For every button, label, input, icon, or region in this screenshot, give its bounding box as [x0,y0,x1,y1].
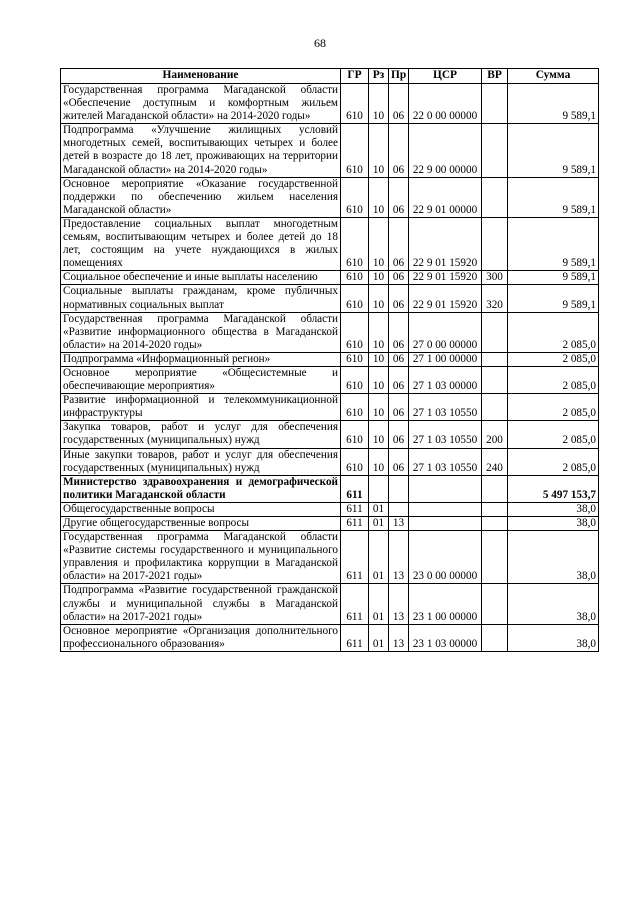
table-row [61,502,599,516]
row-csr-cell: 27 1 03 10550 [409,448,482,475]
table-row [61,517,599,531]
row-rz-cell: 10 [369,352,389,366]
table-row [61,448,599,475]
row-sum-cell: 2 085,0 [508,366,599,393]
row-pr-cell: 13 [389,624,409,651]
row-vr-cell [482,517,508,531]
row-sum-cell: 2 085,0 [508,448,599,475]
row-sum-cell: 9 589,1 [508,217,599,270]
budget-table [60,68,599,652]
row-sum-cell: 9 589,1 [508,285,599,312]
row-pr-cell: 06 [389,352,409,366]
header-name: Наименование [61,69,341,84]
row-vr-cell [482,475,508,502]
row-vr-cell: 320 [482,285,508,312]
row-pr-cell: 06 [389,217,409,270]
row-csr-cell: 23 0 00 00000 [409,531,482,584]
row-name-cell: Социальное обеспечение и иные выплаты населению [61,271,341,285]
row-csr-cell: 22 0 00 00000 [409,84,482,124]
table-row [61,421,599,448]
row-csr-cell: 23 1 00 00000 [409,584,482,624]
row-gr-cell: 610 [341,352,369,366]
row-pr-cell: 13 [389,531,409,584]
row-rz-cell: 10 [369,394,389,421]
row-gr-cell: 611 [341,502,369,516]
row-rz-cell: 10 [369,177,389,217]
row-rz-cell: 01 [369,517,389,531]
table-body [61,84,599,652]
header-sum: Сумма [508,69,599,84]
table-row [61,352,599,366]
row-gr-cell: 610 [341,84,369,124]
row-csr-cell: 27 1 03 10550 [409,421,482,448]
row-name-cell: Министерство здравоохранения и демографической политики Магаданской области [61,475,341,502]
row-csr-cell: 22 9 01 15920 [409,217,482,270]
row-pr-cell: 06 [389,394,409,421]
row-rz-cell: 10 [369,285,389,312]
header-csr: ЦСР [409,69,482,84]
row-gr-cell: 610 [341,217,369,270]
row-rz-cell: 10 [369,448,389,475]
row-csr-cell: 27 1 03 00000 [409,366,482,393]
row-csr-cell: 22 9 00 00000 [409,124,482,177]
row-sum-cell: 5 497 153,7 [508,475,599,502]
row-gr-cell: 610 [341,124,369,177]
row-pr-cell: 06 [389,312,409,352]
row-vr-cell [482,352,508,366]
row-sum-cell: 9 589,1 [508,271,599,285]
row-name-cell: Основное мероприятие «Общесистемные и обеспечивающие мероприятия» [61,366,341,393]
row-rz-cell: 01 [369,624,389,651]
row-name-cell: Закупка товаров, работ и услуг для обеспечения государственных (муниципальных) нужд [61,421,341,448]
row-rz-cell: 01 [369,502,389,516]
row-gr-cell: 610 [341,271,369,285]
row-pr-cell: 06 [389,124,409,177]
row-vr-cell: 200 [482,421,508,448]
row-csr-cell: 27 1 00 00000 [409,352,482,366]
row-vr-cell [482,217,508,270]
row-rz-cell: 10 [369,84,389,124]
row-csr-cell: 27 1 03 10550 [409,394,482,421]
row-rz-cell: 10 [369,312,389,352]
row-rz-cell: 10 [369,217,389,270]
row-vr-cell [482,177,508,217]
row-rz-cell: 10 [369,421,389,448]
row-vr-cell [482,584,508,624]
row-name-cell: Социальные выплаты гражданам, кроме публичных нормативных социальных выплат [61,285,341,312]
row-vr-cell: 300 [482,271,508,285]
row-sum-cell: 38,0 [508,584,599,624]
table-row [61,177,599,217]
row-pr-cell: 06 [389,84,409,124]
row-pr-cell: 06 [389,421,409,448]
row-rz-cell [369,475,389,502]
row-name-cell: Подпрограмма «Информационный регион» [61,352,341,366]
row-name-cell: Государственная программа Магаданской области «Развитие информационного общества в Магаданской области» на 2014-2020 годы» [61,312,341,352]
row-name-cell: Основное мероприятие «Оказание государственной поддержки по обеспечению жильем населения Магаданской области» [61,177,341,217]
row-vr-cell: 240 [482,448,508,475]
table-row [61,624,599,651]
row-pr-cell [389,475,409,502]
row-gr-cell: 610 [341,177,369,217]
row-pr-cell: 06 [389,366,409,393]
row-sum-cell: 38,0 [508,624,599,651]
row-rz-cell: 01 [369,531,389,584]
row-rz-cell: 10 [369,124,389,177]
row-vr-cell [482,394,508,421]
row-vr-cell [482,624,508,651]
row-pr-cell: 06 [389,448,409,475]
table-row [61,366,599,393]
row-rz-cell: 10 [369,366,389,393]
row-csr-cell: 23 1 03 00000 [409,624,482,651]
row-gr-cell: 610 [341,421,369,448]
table-row [61,394,599,421]
row-name-cell: Развитие информационной и телекоммуникационной инфраструктуры [61,394,341,421]
row-csr-cell: 22 9 01 15920 [409,271,482,285]
row-gr-cell: 610 [341,448,369,475]
row-pr-cell: 13 [389,584,409,624]
row-name-cell: Общегосударственные вопросы [61,502,341,516]
row-vr-cell [482,531,508,584]
header-gr: ГР [341,69,369,84]
row-pr-cell [389,502,409,516]
header-vr: ВР [482,69,508,84]
row-csr-cell [409,502,482,516]
row-sum-cell: 38,0 [508,502,599,516]
row-vr-cell [482,502,508,516]
row-sum-cell: 38,0 [508,517,599,531]
table-row [61,84,599,124]
row-vr-cell [482,312,508,352]
row-csr-cell [409,475,482,502]
table-row [61,531,599,584]
row-name-cell: Иные закупки товаров, работ и услуг для обеспечения государственных (муниципальных) нужд [61,448,341,475]
row-sum-cell: 9 589,1 [508,84,599,124]
table-row [61,475,599,502]
row-sum-cell: 2 085,0 [508,312,599,352]
row-pr-cell: 06 [389,271,409,285]
table-row [61,312,599,352]
table-row [61,584,599,624]
row-pr-cell: 06 [389,177,409,217]
row-gr-cell: 610 [341,285,369,312]
row-gr-cell: 610 [341,366,369,393]
row-sum-cell: 9 589,1 [508,177,599,217]
table-row [61,271,599,285]
row-rz-cell: 10 [369,271,389,285]
row-name-cell: Основное мероприятие «Организация дополнительного профессионального образования» [61,624,341,651]
row-gr-cell: 611 [341,624,369,651]
row-csr-cell: 27 0 00 00000 [409,312,482,352]
row-vr-cell [482,366,508,393]
row-gr-cell: 611 [341,475,369,502]
row-name-cell: Предоставление социальных выплат многодетным семьям, воспитывающим четырех и более детей до 18 лет, состоящим на учете нуждающихся в жилых помещениях [61,217,341,270]
row-name-cell: Другие общегосударственные вопросы [61,517,341,531]
row-vr-cell [482,84,508,124]
row-gr-cell: 611 [341,517,369,531]
table-header-row [61,69,599,84]
row-csr-cell [409,517,482,531]
row-name-cell: Государственная программа Магаданской области «Развитие системы государственного и муниципального управления и профилактика коррупции в Магаданской области» на 2017-2021 годы» [61,531,341,584]
row-pr-cell: 06 [389,285,409,312]
row-name-cell: Государственная программа Магаданской области «Обеспечение доступным и комфортным жильем жителей Магаданской области» на 2014-2020 годы» [61,84,341,124]
row-rz-cell: 01 [369,584,389,624]
row-vr-cell [482,124,508,177]
row-sum-cell: 9 589,1 [508,124,599,177]
table-row [61,124,599,177]
row-sum-cell: 2 085,0 [508,352,599,366]
row-sum-cell: 2 085,0 [508,394,599,421]
header-pr: Пр [389,69,409,84]
page-number: 68 [314,36,326,50]
table-row [61,285,599,312]
row-gr-cell: 611 [341,584,369,624]
row-gr-cell: 610 [341,394,369,421]
row-csr-cell: 22 9 01 00000 [409,177,482,217]
row-name-cell: Подпрограмма «Развитие государственной гражданской службы и муниципальной службы в Магаданской области» на 2017-2021 годы» [61,584,341,624]
header-rz: Рз [369,69,389,84]
row-sum-cell: 2 085,0 [508,421,599,448]
row-gr-cell: 610 [341,312,369,352]
row-name-cell: Подпрограмма «Улучшение жилищных условий многодетных семей, воспитывающих четырех и более детей в возрасте до 18 лет, проживающих на территории Магаданской области» на 2014-2020 годы» [61,124,341,177]
row-gr-cell: 611 [341,531,369,584]
row-pr-cell: 13 [389,517,409,531]
row-csr-cell: 22 9 01 15920 [409,285,482,312]
table-row [61,217,599,270]
row-sum-cell: 38,0 [508,531,599,584]
